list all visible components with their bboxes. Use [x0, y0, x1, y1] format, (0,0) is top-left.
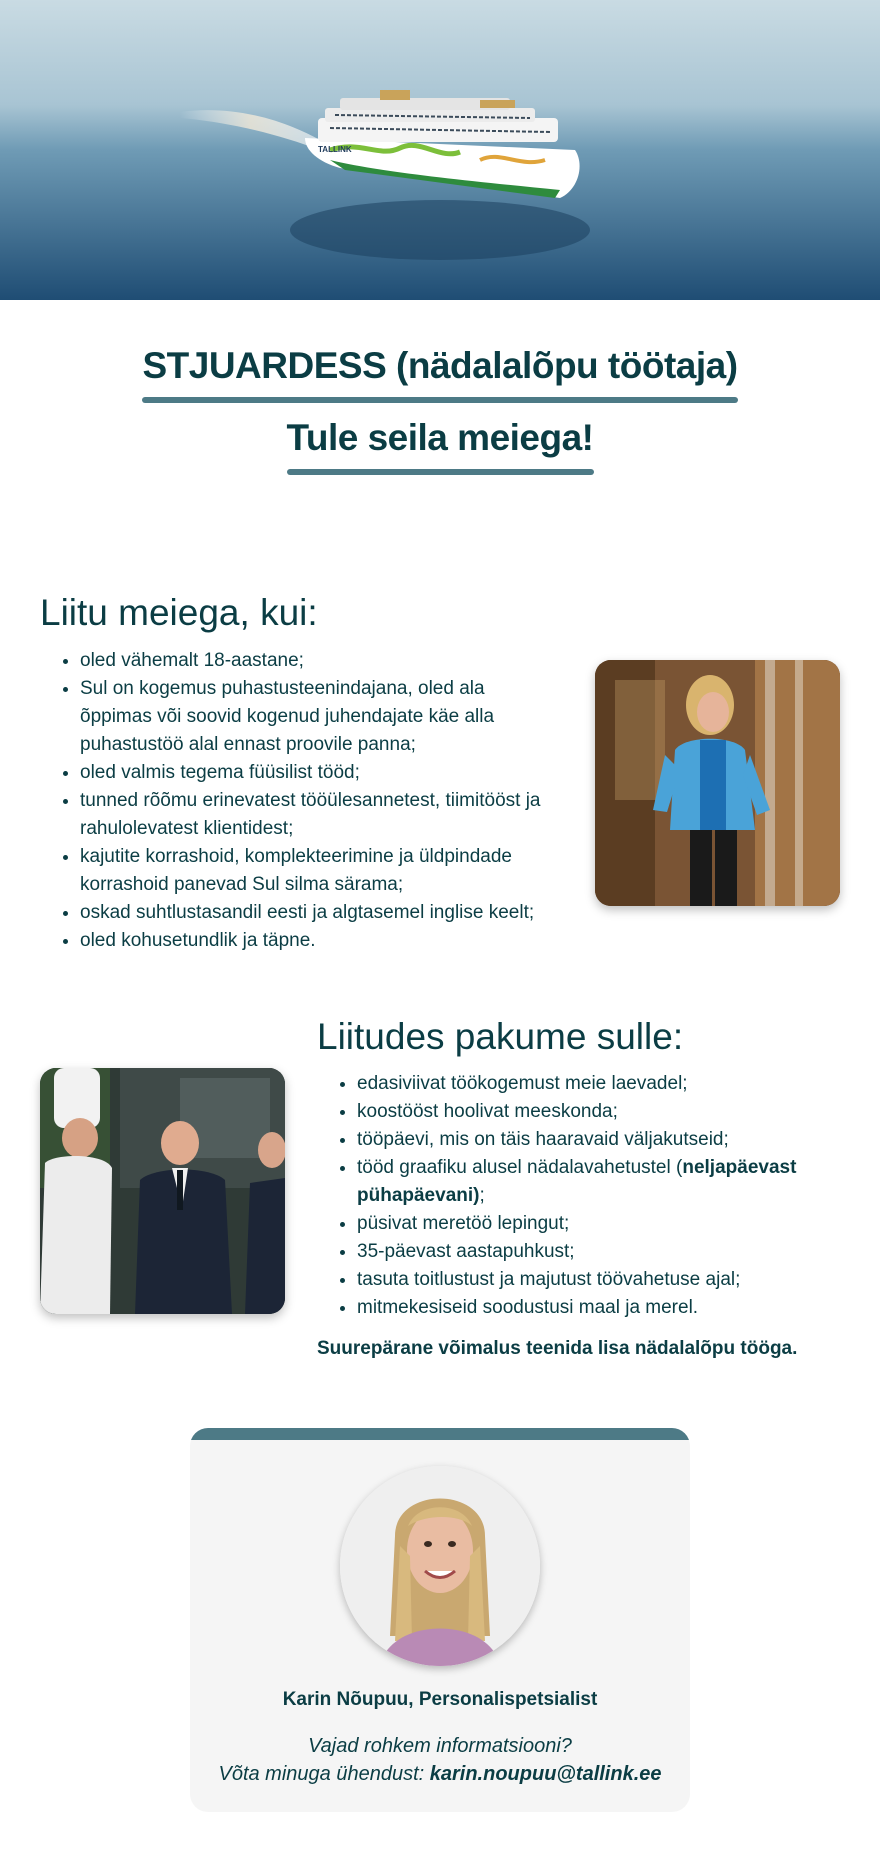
- contact-card-topbar: [190, 1428, 690, 1440]
- list-item: • koostööst hoolivat meeskonda;: [357, 1098, 827, 1126]
- offer-list: [357, 1070, 827, 1322]
- job-title: STJUARDESS (nädalalõpu töötaja): [142, 345, 737, 403]
- contact-email-link[interactable]: karin.noupuu@tallink.ee: [429, 1763, 662, 1785]
- contact-question: Vajad rohkem informatsiooni?: [308, 1735, 572, 1757]
- tagline-wrapper: [0, 417, 880, 475]
- requirements-list: [80, 647, 560, 955]
- list-item: • oled kohusetundlik ja täpne.: [80, 927, 560, 955]
- stewardess-photo: [595, 660, 840, 906]
- contact-name: Karin Nõupuu, Personalispetsialist: [282, 1689, 598, 1710]
- contact-prompt: Võta minuga ühendust:: [218, 1763, 430, 1785]
- tagline: Tule seila meiega!: [287, 417, 594, 475]
- list-item: • oled valmis tegema füüsilist tööd;: [80, 759, 560, 787]
- schedule-text: tööd graafiku alusel nädalavahetustel (: [357, 1157, 683, 1178]
- list-item: • püsivat meretöö lepingut;: [357, 1210, 827, 1238]
- list-item: • mitmekesiseid soodustusi maal ja merel.: [357, 1294, 827, 1322]
- contact-line: [190, 1763, 690, 1786]
- schedule-end: ;: [479, 1185, 485, 1206]
- list-item: • edasiviivat töökogemust meie laevadel;: [357, 1070, 827, 1098]
- list-item: • Sul on kogemus puhastusteenindajana, oled ala õppimas või soovid kogenud juhendajate käe alla puhastustöö alal ennast proovile panna;: [80, 675, 560, 759]
- list-item-schedule: [357, 1154, 827, 1210]
- recruiter-avatar: [340, 1466, 540, 1666]
- ship-name-text: TALLINK: [318, 145, 352, 154]
- requirements-heading: Liitu meiega, kui:: [40, 592, 318, 633]
- crew-photo: [40, 1068, 285, 1314]
- title-block: [0, 345, 880, 475]
- list-item: • kajutite korrashoid, komplekteerimine ja üldpindade korrashoid panevad Sul silma särama;: [80, 843, 560, 899]
- list-item: • oled vähemalt 18-aastane;: [80, 647, 560, 675]
- ferry-illustration: [0, 0, 880, 300]
- offer-note: Suurepärane võimalus teenida lisa nädalalõpu tööga.: [317, 1338, 798, 1359]
- list-item: • tööpäevi, mis on täis haaravaid väljakutseid;: [357, 1126, 827, 1154]
- list-item: • tasuta toitlustust ja majutust töövahetuse ajal;: [357, 1266, 827, 1294]
- contact-card: [190, 1428, 690, 1812]
- hero-ferry-image: [0, 0, 880, 300]
- list-item: • 35-päevast aastapuhkust;: [357, 1238, 827, 1266]
- list-item: • tunned rõõmu erinevatest tööülesannetest, tiimitööst ja rahulolevatest klientidest;: [80, 787, 560, 843]
- offer-heading: Liitudes pakume sulle:: [317, 1016, 684, 1057]
- schedule-days: neljapäevast pühapäevani): [357, 1157, 797, 1206]
- list-item: • oskad suhtlustasandil eesti ja algtasemel inglise keelt;: [80, 899, 560, 927]
